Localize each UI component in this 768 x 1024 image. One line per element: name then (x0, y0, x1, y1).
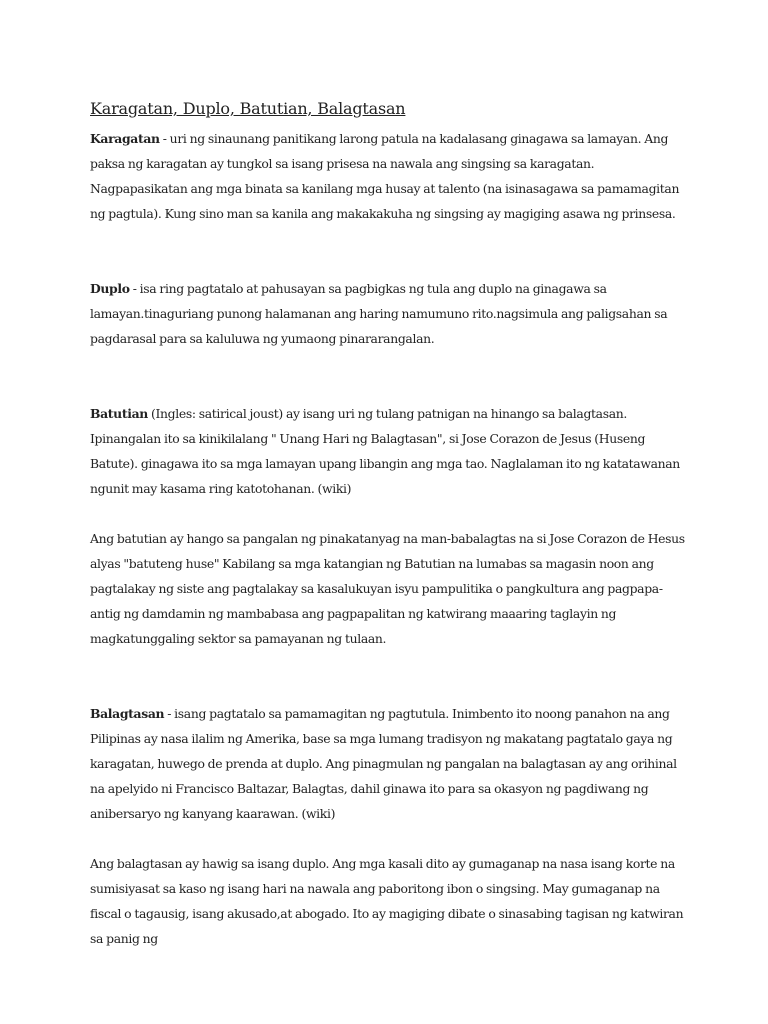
batutian-paragraph (90, 401, 690, 501)
paragraph-spacer (90, 501, 690, 526)
duplo-text: - isa ring pagtatalo at pahusayan sa pagbigkas ng tula ang duplo na ginagawa sa lamayan.tinaguriang punong halamanan ang haring namumuno rito.nagsimula ang paligsahan sa pagdarasal para sa kaluluwa ng yumaong pinararangalan. (90, 281, 668, 346)
balagtasan-term: Balagtasan (90, 706, 165, 721)
balagtasan-extra-paragraph: Ang balagtasan ay hawig sa isang duplo. Ang mga kasali dito ay gumaganap na nasa isang korte na sumisiyasat sa kaso ng isang hari na nawala ang paboritong ibon o singsing. May gumaganap na fiscal o tagausig, isang akusado,at abogado. Ito ay magiging dibate o sinasabing tagisan ng katwiran sa panig ng (90, 856, 684, 946)
document-title: Karagatan, Duplo, Batutian, Balagtasan (90, 99, 406, 118)
karagatan-text: - uri ng sinaunang panitikang larong patula na kadalasang ginagawa sa lamayan. Ang paksa ng karagatan ay tungkol sa isang prisesa na nawala ang singsing sa karagatan. Nagpapasikatan ang mga binata sa kanilang mga husay at talento (na isinasagawa sa pamamagitan ng pagtula). Kung sino man sa kanila ang makakakuha ng singsing ay magiging asawa ng prinsesa. (90, 131, 680, 221)
paragraph-spacer (90, 651, 690, 701)
paragraph-spacer (90, 351, 690, 401)
batutian-extra-paragraph: Ang batutian ay hango sa pangalan ng pinakatanyag na man-babalagtas na si Jose Corazon de Hesus alyas "batuteng huse" Kabilang sa mga katangian ng Batutian na lumabas sa magasin noon ang pagtalakay ng siste ang pagtalakay sa kasalukuyan isyu pampulitika o pangkultura ang pagpapa-antig ng damdamin ng mambabasa ang pagpapalitan ng katwirang maaaring taglayin ng magkatunggaling sektor sa pamayanan ng tulaan. (90, 531, 685, 646)
paragraph-spacer (90, 226, 690, 276)
duplo-term: Duplo (90, 281, 130, 296)
batutian-text: (Ingles: satirical joust) ay isang uri ng tulang patnigan na hinango sa balagtasan. Ipinangalan ito sa kinikilalang " Unang Hari ng Balagtasan", si Jose Corazon de Jesus (Huseng Batute). ginagawa ito sa mga lamayan upang libangin ang mga tao. Naglalaman ito ng katatawanan ngunit may kasama ring katotohanan. (wiki) (90, 406, 680, 496)
document-page (90, 96, 690, 951)
duplo-paragraph (90, 276, 690, 351)
batutian-term: Batutian (90, 406, 148, 421)
paragraph-spacer (90, 826, 690, 851)
karagatan-paragraph (90, 126, 690, 226)
karagatan-term: Karagatan (90, 131, 160, 146)
balagtasan-text: - isang pagtatalo sa pamamagitan ng pagtutula. Inimbento ito noong panahon na ang Pilipinas ay nasa ilalim ng Amerika, base sa mga lumang tradisyon ng makatang pagtatalo gaya ng karagatan, huwego de prenda at duplo. Ang pinagmulan ng pangalan na balagtasan ay ang orihinal na apelyido ni Francisco Baltazar, Balagtas, dahil ginawa ito para sa okasyon ng pagdiwang ng anibersaryo ng kanyang kaarawan. (wiki) (90, 706, 677, 821)
balagtasan-paragraph (90, 701, 690, 826)
